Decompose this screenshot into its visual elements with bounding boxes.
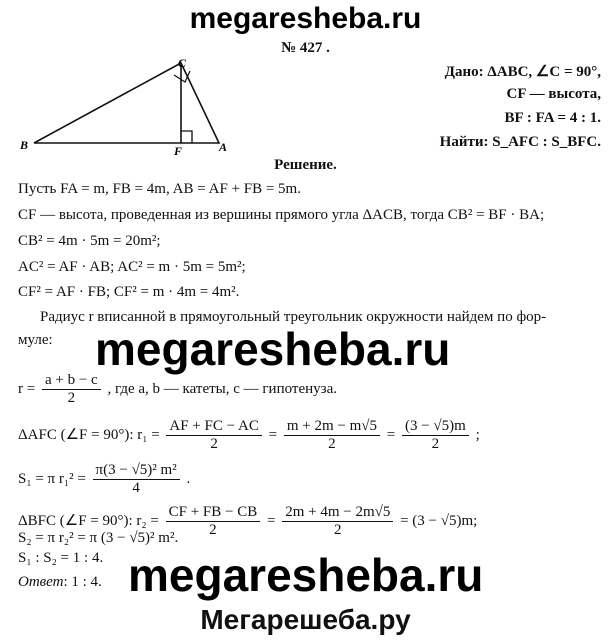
- formula-afc-num-3: (3 − √5)m: [402, 418, 469, 436]
- formula-afc-den-1: 2: [210, 436, 218, 452]
- answer-value: : 1 : 4.: [63, 574, 102, 590]
- right-angle-mark-f: [181, 131, 192, 143]
- formula-s1-fraction: [93, 462, 180, 497]
- formula-afc-fraction-3: [402, 418, 469, 453]
- formula-bfc-fraction-2: [282, 504, 393, 539]
- formula-r: [18, 372, 337, 407]
- answer-line: [18, 574, 102, 591]
- formula-r-fraction: [42, 372, 101, 407]
- label-a: A: [219, 140, 228, 154]
- watermark-footer: Мегарешеба.ру: [200, 604, 411, 635]
- formula-afc: [18, 418, 480, 453]
- given-line-3: BF : FA = 4 : 1.: [504, 110, 601, 126]
- problem-number: № 427 .: [281, 40, 330, 56]
- solution-line-13: S₁ : S₂ = 1 : 4.: [18, 550, 104, 566]
- formula-s1-num: π(3 − √5)² m²: [93, 462, 180, 480]
- solution-line-1: Пусть FA = m, FB = 4m, AB = AF + FB = 5m.: [18, 181, 301, 197]
- label-f: F: [174, 144, 183, 155]
- formula-s1-end: .: [186, 470, 191, 487]
- formula-bfc-num-1: CF + FB − CB: [166, 504, 261, 522]
- given-line-1: Дано: ΔABC, ∠C = 90°,: [444, 64, 601, 80]
- formula-afc-den-3: 2: [431, 436, 440, 452]
- formula-afc-fraction-1: [166, 418, 261, 453]
- formula-afc-lhs: ΔAFC (∠F = 90°): r₁ =: [18, 426, 160, 443]
- right-angle-mark-c: [174, 71, 190, 82]
- watermark-bottom: megaresheba.ru: [128, 549, 484, 601]
- formula-s1: [18, 462, 190, 497]
- formula-r-denominator: 2: [67, 390, 76, 406]
- solution-line-4: AC² = AF · AB; AC² = m · 5m = 5m²;: [18, 259, 246, 275]
- triangle-figure: [14, 55, 239, 155]
- solution-line-2: CF — высота, проведенная из вершины прямого угла ΔACB, тогда CB² = BF · BA;: [18, 207, 545, 223]
- solution-line-6: Радиус r вписанной в прямоугольный треугольник окружности найдем по фор-: [40, 309, 547, 325]
- formula-r-numerator: a + b − c: [42, 372, 101, 390]
- formula-r-lhs: r =: [18, 380, 36, 397]
- solution-heading: Решение.: [274, 157, 337, 173]
- formula-bfc-eq-2: = (3 − √5)m;: [400, 512, 478, 529]
- solution-line-5: CF² = AF · FB; CF² = m · 4m = 4m².: [18, 284, 240, 300]
- formula-afc-num-2: m + 2m − m√5: [284, 418, 380, 436]
- formula-afc-den-2: 2: [328, 436, 336, 452]
- formula-s2: S₂ = π r₂² = π (3 − √5)² m².: [18, 530, 179, 546]
- given-line-2: CF — высота,: [506, 86, 601, 102]
- solution-line-3: CB² = 4m · 5m = 20m²;: [18, 233, 161, 249]
- label-c: C: [178, 56, 187, 70]
- formula-bfc-num-2: 2m + 4m − 2m√5: [282, 504, 393, 522]
- formula-afc-eq-1: =: [268, 426, 278, 443]
- watermark-middle: megaresheba.ru: [95, 323, 451, 375]
- formula-s1-lhs: S₁ = π r₁² =: [18, 470, 86, 487]
- formula-afc-num-1: AF + FC − AC: [166, 418, 261, 436]
- formula-afc-fraction-2: [284, 418, 380, 453]
- answer-label: Ответ: [18, 574, 64, 590]
- formula-bfc-fraction-1: [166, 504, 261, 539]
- formula-r-tail: , где a, b — катеты, c — гипотенуза.: [107, 380, 337, 397]
- watermark-top: megaresheba.ru: [189, 2, 422, 35]
- label-b: B: [20, 138, 29, 152]
- formula-bfc-lhs: ΔBFC (∠F = 90°): r₂ =: [18, 512, 159, 529]
- formula-s1-den: 4: [132, 480, 140, 496]
- formula-bfc-den-2: 2: [334, 522, 342, 538]
- formula-afc-eq-2: =: [386, 426, 396, 443]
- formula-afc-end: ;: [475, 426, 480, 443]
- formula-bfc-eq-1: =: [266, 512, 276, 529]
- given-line-4: Найти: S_AFC : S_BFC.: [439, 134, 601, 150]
- solution-line-7: муле:: [18, 332, 53, 348]
- formula-bfc-den-1: 2: [209, 522, 217, 538]
